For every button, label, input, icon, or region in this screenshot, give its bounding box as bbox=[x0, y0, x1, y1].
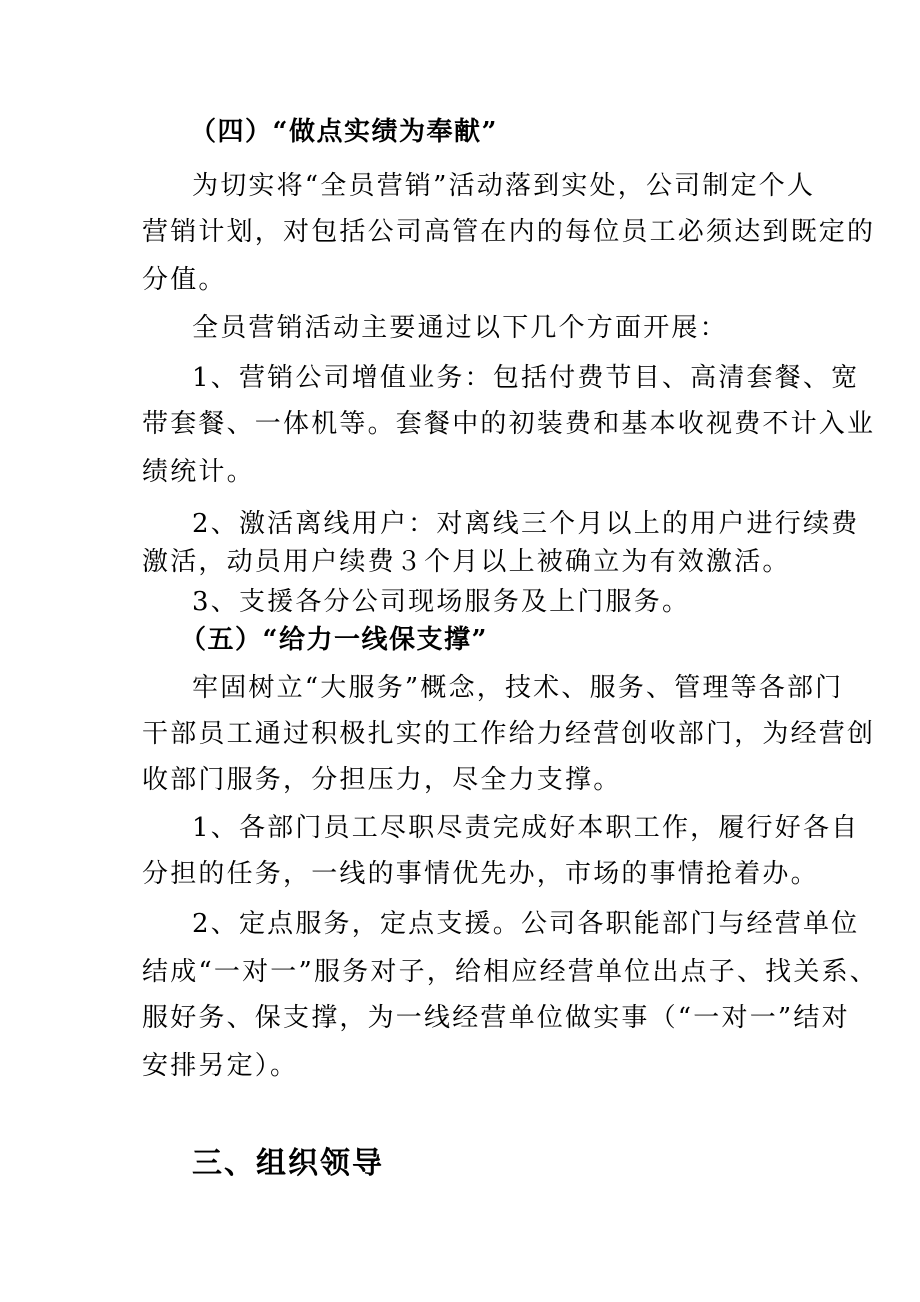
subheading-five: （五）“给力一线保支撑” bbox=[180, 625, 488, 655]
list-item-line: 1、各部门员工尽职尽责完成好本职工作，履行好各自 bbox=[192, 813, 860, 843]
section-title: 三、组织领导 bbox=[192, 1146, 384, 1181]
paragraph-line: 分值。 bbox=[142, 265, 227, 295]
paragraph-line: 全员营销活动主要通过以下几个方面开展： bbox=[192, 313, 728, 343]
list-item-line: 安排另定）。 bbox=[142, 1051, 299, 1081]
paragraph-line: 干部员工通过积极扎实的工作给力经营创收部门，为经营创 bbox=[142, 719, 876, 749]
list-item-line: 绩统计。 bbox=[142, 457, 255, 487]
list-item-line: 服好务、保支撑，为一线经营单位做实事（“一对一”结对 bbox=[142, 1003, 850, 1033]
list-item-line: 激活，动员用户续费３个月以上被确立为有效激活。 bbox=[142, 547, 791, 577]
list-item-line: 分担的任务，一线的事情优先办，市场的事情抢着办。 bbox=[142, 859, 819, 889]
list-item-line: 2、定点服务，定点支援。公司各职能部门与经营单位 bbox=[192, 909, 860, 939]
paragraph-line: 营销计划，对包括公司高管在内的每位员工必须达到既定的 bbox=[142, 217, 876, 247]
list-item-line: 结成“一对一”服务对子，给相应经营单位出点子、找关系、 bbox=[142, 957, 878, 987]
list-item-line: 2、激活离线用户：对离线三个月以上的用户进行续费 bbox=[192, 509, 860, 539]
paragraph-line: 收部门服务，分担压力，尽全力支撑。 bbox=[142, 765, 622, 795]
paragraph-line: 牢固树立“大服务”概念，技术、服务、管理等各部门 bbox=[192, 673, 844, 703]
list-item-line: 带套餐、一体机等。套餐中的初装费和基本收视费不计入业 bbox=[142, 409, 876, 439]
paragraph-line: 为切实将“全员营销”活动落到实处，公司制定个人 bbox=[192, 171, 816, 201]
list-item-line: 1、营销公司增值业务：包括付费节目、高清套餐、宽 bbox=[192, 363, 860, 393]
subheading-four: （四）“做点实绩为奉献” bbox=[190, 117, 498, 147]
list-item-line: 3、支援各分公司现场服务及上门服务。 bbox=[192, 587, 691, 617]
